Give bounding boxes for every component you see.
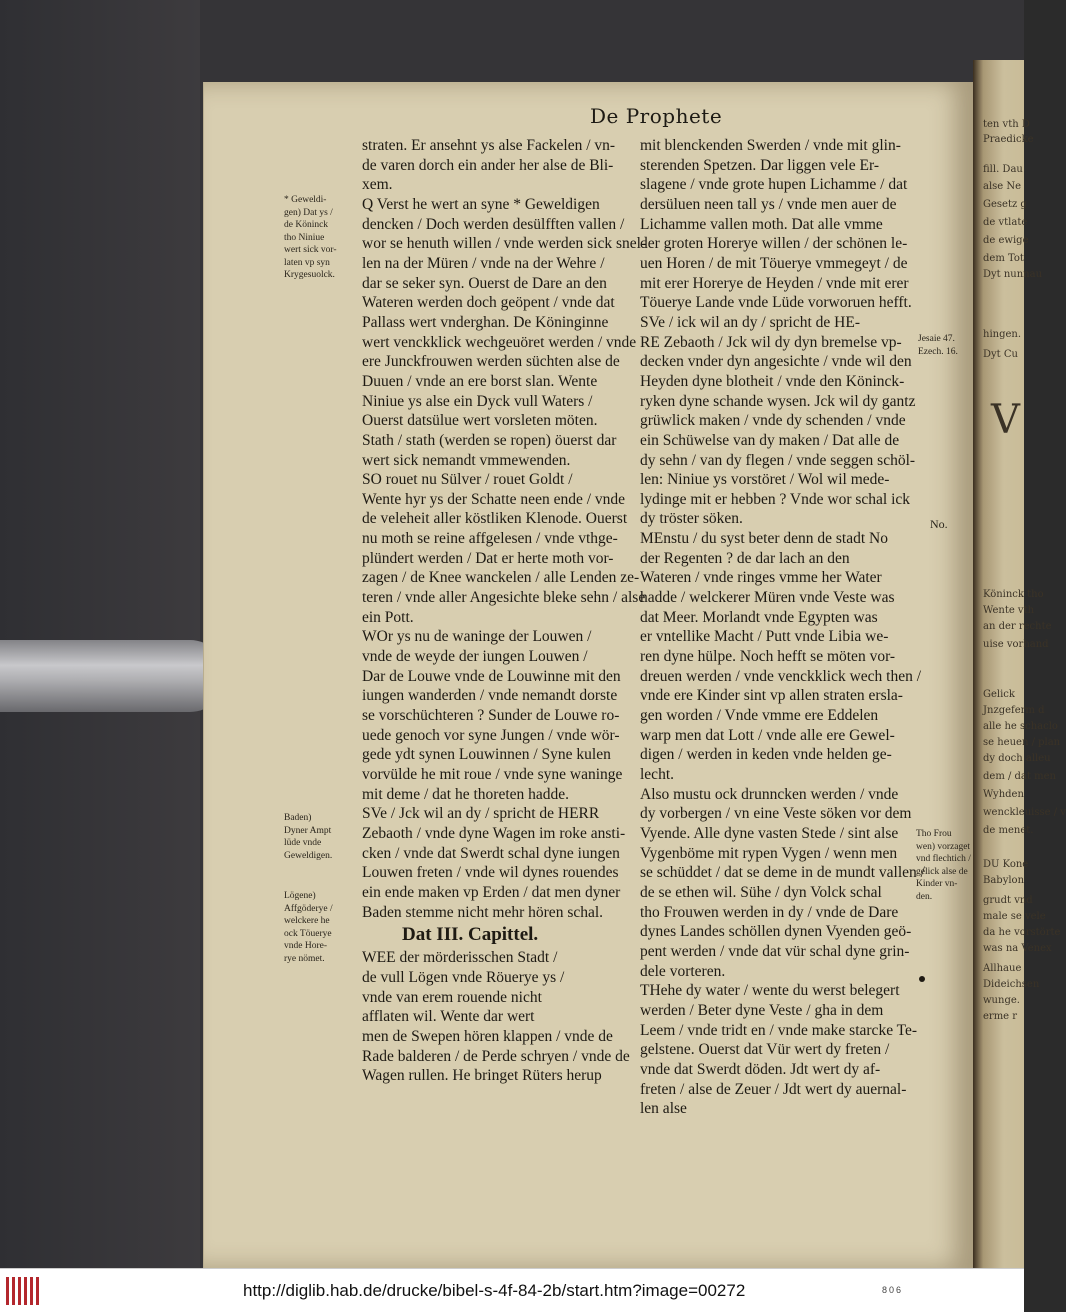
- scan-background: [0, 0, 200, 1268]
- neighbour-page-line: was na Venex: [983, 943, 1052, 954]
- margin-note-line: Jesaie 47.: [918, 334, 955, 344]
- text-line: nu moth se reine affgelesen / vnde vthge-: [362, 530, 618, 548]
- text-line: zagen / de Knee wanckelen / alle Lenden ze-: [362, 569, 640, 587]
- margin-note-line: Tho Frou: [916, 829, 952, 839]
- neighbour-page: [973, 60, 1066, 1268]
- text-line: vnde dat Swerdt döden. Jdt wert dy af-: [640, 1060, 881, 1078]
- margin-note-line: den.: [916, 891, 933, 902]
- text-line: dar se seker syn. Ouerst de Dare an den: [362, 274, 607, 292]
- text-line: wert sick nemandt vmmewenden.: [362, 451, 571, 469]
- image-url-link[interactable]: http://diglib.hab.de/drucke/bibel-s-4f-84-2b/start.htm?image=00272: [243, 1281, 746, 1300]
- text-line: dersüluen neen tall ys / vnde men auer de: [640, 195, 897, 213]
- text-line: SVe / ick wil an dy / spricht de HE-: [640, 313, 860, 331]
- text-line: Dar de Louwe vnde de Louwinne mit den: [362, 667, 621, 685]
- text-line: len na der Müren / vnde na der Wehre /: [362, 254, 605, 272]
- text-line: dy sehn / van dy flegen / vnde seggen schöl-: [640, 451, 916, 469]
- text-line: mit erer Horerye de Heyden / vnde mit erer: [640, 274, 909, 292]
- text-line: lydinge mit er hebben ? Vnde wor schal ick: [640, 490, 911, 508]
- margin-note-line: vnd flechtich /: [916, 854, 971, 864]
- margin-note-geweldigen: [284, 194, 337, 282]
- page-code: 806: [882, 1285, 904, 1295]
- neighbour-page-line: Dideichsen: [983, 979, 1040, 990]
- neighbour-page-line: Wyhden: [983, 789, 1024, 800]
- neighbour-page-line: V: [991, 397, 1020, 443]
- neighbour-page-line: dem Tot: [983, 253, 1024, 264]
- text-line: iungen wanderden / vnde nemandt dorste: [362, 687, 618, 705]
- text-line: ren dyne hülpe. Noch hefft se möten vor-: [640, 648, 896, 666]
- text-line: lecht.: [640, 766, 674, 783]
- text-line: SVe / Jck wil an dy / spricht de HERR: [362, 805, 600, 823]
- text-line: grüwlick maken / vnde dy schenden / vnde: [640, 412, 906, 430]
- neighbour-page-line: Dyt nunnau: [983, 269, 1043, 280]
- text-line: Zebaoth / vnde dyne Wagen im roke ansti-: [362, 824, 626, 842]
- text-line: Pallass wert vnderghan. De Köninginne: [362, 313, 609, 331]
- text-line: werden / Beter dyne Veste / gha in dem: [640, 1001, 884, 1019]
- text-line: vnde ere Kinder sint vp allen straten ersla-: [640, 687, 903, 705]
- neighbour-page-line: Dyt Cu: [983, 349, 1018, 360]
- margin-note-line: * Geweldi-: [284, 195, 327, 205]
- text-line: Leem / vnde tridt en / vnde make starcke Te-: [640, 1021, 918, 1039]
- text-line: se vorschüchteren ? Sunder de Louwe ro-: [362, 707, 620, 725]
- chapter-title: Dat III. Capittel.: [402, 924, 539, 946]
- text-line: len: Niniue ys vorstöret / Wol wil mede-: [640, 471, 890, 489]
- margin-note-line: Lögene): [284, 891, 316, 901]
- text-line: Baden stemme nicht mehr hören schal.: [362, 903, 604, 921]
- neighbour-page-line: Praedicke: [983, 134, 1034, 145]
- neighbour-page-line: Gesetz g: [983, 199, 1027, 210]
- text-line: slagene / vnde grote hupen Lichamme / dat: [640, 176, 908, 194]
- text-line: ein Schüwelse van dy maken / Dat alle de: [640, 431, 900, 449]
- text-line: teren / vnde aller Angesichte bleke sehn / alse: [362, 589, 646, 607]
- text-line: dencken / Doch werden desülfften vallen /: [362, 215, 625, 233]
- text-line: SO rouet nu Sülver / rouet Goldt /: [362, 471, 573, 489]
- running-head: De Prophete: [590, 104, 723, 128]
- text-line: se schüddet / dat se deme in de mundt vallen /: [640, 864, 925, 882]
- neighbour-page-line: alle he schaclo: [983, 721, 1058, 732]
- margin-note-line: Affgöderye /: [284, 903, 333, 914]
- text-line: cken / vnde dat Swerdt schal dyne iungen: [362, 844, 620, 862]
- margin-note-line: wert sick vor-: [284, 245, 337, 255]
- margin-note-line: tho Niniue: [284, 232, 325, 243]
- text-line: Wateren / vnde ringes vmme her Water: [640, 569, 882, 587]
- neighbour-page-line: uise vorhand: [983, 639, 1049, 650]
- text-line: wor se henuth willen / vnde werden sick snel-: [362, 235, 647, 253]
- text-line: Rade balderen / de Perde schryen / vnde de: [362, 1047, 630, 1065]
- text-line: pent werden / vnde dat vür schal dyne grin-: [640, 942, 910, 960]
- margin-note-line: Baden): [284, 813, 312, 823]
- text-line: dat Meer. Morlandt vnde Egypten was: [640, 608, 878, 626]
- text-line: afflaten wil. Wente dar wert: [362, 1008, 535, 1026]
- text-line: Q Verst he wert an syne * Geweldigen: [362, 195, 600, 213]
- margin-note-logene: [284, 890, 333, 965]
- text-line: Duuen / vnde an ere borst slan. Wente: [362, 372, 598, 390]
- text-line: der Regenten ? de dar lach an den: [640, 549, 850, 567]
- text-line: digen / werden in keden vnde helden ge-: [640, 746, 892, 764]
- text-line: Lichamme vallen moth. Dat alle vmme: [640, 215, 883, 233]
- text-line: ein Pott.: [362, 608, 414, 626]
- text-line: Also mustu ock drunncken werden / vnde: [640, 785, 899, 803]
- text-line: ere Junckfrouwen werden süchten alse de: [362, 353, 620, 371]
- neighbour-page-line: erme r: [983, 1011, 1018, 1022]
- neighbour-page-line: de menet.: [983, 825, 1034, 836]
- margin-note-line: ock Töuerye: [284, 928, 332, 939]
- margin-note-no: [930, 518, 948, 531]
- neighbour-page-line: hingen.: [983, 329, 1022, 340]
- neighbour-page-line: dy doch alleu: [983, 753, 1051, 764]
- margin-note-line: wen) vorzaget: [916, 841, 971, 852]
- text-line: uede genoch vor syne Jungen / vnde wör-: [362, 726, 620, 744]
- text-line: er vntellike Macht / Putt vnde Libia we-: [640, 628, 889, 646]
- text-line: uen Horen / de mit Töuerye vmmegeyt / de: [640, 254, 908, 272]
- margin-note-line: rye nömet.: [284, 953, 325, 964]
- text-line: hadde / welckerer Müren vnde Veste was: [640, 589, 895, 607]
- text-line: de varen dorch ein ander her alse de Bli-: [362, 156, 614, 174]
- ornament-dot: [919, 976, 925, 982]
- text-line: THehe dy water / wente du werst belegert: [640, 982, 900, 1000]
- neighbour-page-line: Jnzgeferm d: [983, 705, 1045, 716]
- right-column-lines: [640, 136, 925, 1119]
- text-line: plündert werden / Dat er herte moth vor-: [362, 549, 614, 567]
- neighbour-page-line: Köninck tho: [983, 589, 1044, 600]
- text-line: vorvülde he mit roue / vnde syne waninge: [362, 766, 623, 783]
- text-line: gelstene. Ouerst dat Vür wert dy freten /: [640, 1041, 890, 1059]
- margin-note-line: Geweldigen.: [284, 850, 333, 861]
- text-line: Vyende. Alle dyne vasten Stede / sint alse: [640, 824, 899, 842]
- text-line: straten. Er ansehnt ys alse Fackelen / vn-: [362, 137, 616, 154]
- text-line: vnde van erem rouende nicht: [362, 988, 542, 1006]
- neighbour-page-line: an der rechte: [983, 621, 1052, 632]
- neighbour-page-line: de vtlate: [983, 217, 1028, 228]
- left-column-lines: [362, 136, 647, 922]
- neighbour-page-line: DU Kone: [983, 859, 1029, 870]
- text-line: Niniue ys alse ein Dyck vull Waters /: [362, 392, 593, 410]
- text-line: sterenden Spetzen. Dar liggen vele Er-: [640, 156, 879, 174]
- text-line: Louwen freten / vnde wil dynes rouendes: [362, 864, 619, 882]
- neighbour-page-line: Babylon: [983, 875, 1025, 886]
- text-line: dy tröster söken.: [640, 510, 743, 528]
- text-line: de se ethen wil. Sühe / dyn Volck schal: [640, 883, 882, 901]
- margin-note-line: lüde vnde: [284, 838, 322, 848]
- text-line: decken vnder dyn angesichte / vnde wil den: [640, 353, 912, 371]
- margin-note-line: laten vp syn: [284, 257, 330, 268]
- margin-note-line: vnde Hore-: [284, 941, 327, 951]
- text-line: tho Frouwen werden in dy / vnde de Dare: [640, 903, 899, 921]
- text-line: Ouerst datsülue wert vorsleten möten.: [362, 412, 598, 430]
- text-line: Wente hyr ys der Schatte neen ende / vnde: [362, 490, 626, 508]
- text-line: RE Zebaoth / Jck wil dy dyn bremelse vp-: [640, 333, 902, 351]
- text-line: Töuerye Lande vnde Lüde vorworuen hefft.: [640, 294, 912, 312]
- margin-note-line: welckere he: [284, 916, 330, 926]
- neighbour-page-line: fill. Dau: [983, 164, 1023, 175]
- text-line: Stath / stath (werden se ropen) öuerst dar: [362, 431, 617, 449]
- margin-note-line: No.: [930, 517, 948, 531]
- margin-note-tho-frouwen: [916, 828, 971, 903]
- text-line: Vygenböme mit rypen Vygen / wenn men: [640, 844, 898, 862]
- text-line: dynes Landes schöllen dynen Vyenden geö-: [640, 923, 912, 941]
- margin-note-line: Dyner Ampt: [284, 825, 332, 836]
- text-line: de vull Lögen vnde Röuerye ys /: [362, 968, 565, 986]
- neighbour-page-line: dem / dat men: [983, 771, 1056, 782]
- neighbour-page-line: wenckleuisse / v: [983, 807, 1066, 818]
- neighbour-page-line: Gelick: [983, 689, 1015, 700]
- neighbour-page-line: alse Ne: [983, 181, 1022, 192]
- neighbour-page-line: wunge.: [983, 995, 1020, 1006]
- neighbour-page-line: Wente vth: [983, 605, 1035, 616]
- neighbour-page-line: male se vele: [983, 911, 1046, 922]
- margin-note-line: Ezech. 16.: [918, 346, 958, 357]
- library-logo-icon: [4, 1277, 40, 1305]
- margin-note-line: gen) Dat ys /: [284, 207, 333, 218]
- text-line: vnde de weyde der iungen Louwen /: [362, 648, 588, 666]
- text-line: dele vorteren.: [640, 962, 726, 980]
- text-line: mit blenckenden Swerden / vnde mit glin-: [640, 137, 901, 154]
- text-line: freten / alse de Zeuer / Jdt wert dy auernal-: [640, 1080, 907, 1098]
- text-column-left: [362, 136, 647, 1086]
- neighbour-page-line: de ewige: [983, 235, 1029, 246]
- text-line: dy vorbergen / vn eine Veste söken vor dem: [640, 805, 912, 823]
- text-line: WOr ys nu de waninge der Louwen /: [362, 628, 592, 646]
- neighbour-page-line: grudt vnd: [983, 895, 1033, 906]
- text-line: xem.: [362, 176, 393, 194]
- text-line: WEE der mörderisschen Stadt /: [362, 949, 558, 967]
- text-line: gede ydt synen Louwinnen / Syne kulen: [362, 746, 611, 764]
- bookmark-ribbon: [0, 640, 226, 712]
- neighbour-page-line: da he vorstörte: [983, 927, 1061, 938]
- text-line: Heyden dyne blotheit / vnde den Köninck-: [640, 372, 905, 390]
- margin-note-line: gelick alse de: [916, 866, 968, 877]
- chapter-lines: [362, 948, 634, 1086]
- text-line: MEnstu / du syst beter denn de stadt No: [640, 530, 888, 548]
- margin-note-baden: [284, 812, 332, 862]
- text-line: de veleheit aller köstliken Klenode. Ouerst: [362, 510, 628, 528]
- text-line: mit deme / dat he thoreten hadde.: [362, 785, 570, 803]
- text-line: men de Swepen hören klappen / vnde de: [362, 1027, 613, 1045]
- text-line: gen worden / Vnde vmme ere Eddelen: [640, 707, 879, 725]
- text-line: Wagen rullen. He bringet Rüters herup: [362, 1067, 602, 1085]
- text-line: ryken dyne schande wysen. Jck wil dy gantz: [640, 392, 916, 410]
- neighbour-page-line: Allhaue: [983, 963, 1022, 974]
- neighbour-page-line: ten vth D: [983, 119, 1030, 130]
- margin-note-line: de Köninck: [284, 220, 329, 230]
- margin-note-line: Krygesuolck.: [284, 270, 335, 280]
- text-line: len alse: [640, 1100, 687, 1118]
- neighbour-page-line: se heuen / plan: [983, 737, 1061, 748]
- text-line: dreuen werden / vnde venckklick wech then /: [640, 667, 922, 685]
- text-line: Wateren werden doch geöpent / vnde dat: [362, 294, 615, 312]
- text-line: ein ende maken vp Erden / dat men dyner: [362, 883, 621, 901]
- text-line: wert venckklick wechgeuöret werden / vnde: [362, 333, 637, 351]
- text-column-right: [640, 136, 925, 1119]
- text-line: warp men dat Lott / vnde alle ere Gewel-: [640, 726, 895, 744]
- viewer-footer: [0, 1268, 1024, 1312]
- text-line: der groten Horerye willen / der schönen le-: [640, 235, 908, 253]
- margin-note-line: Kinder vn-: [916, 879, 958, 889]
- margin-note-references: [918, 333, 958, 358]
